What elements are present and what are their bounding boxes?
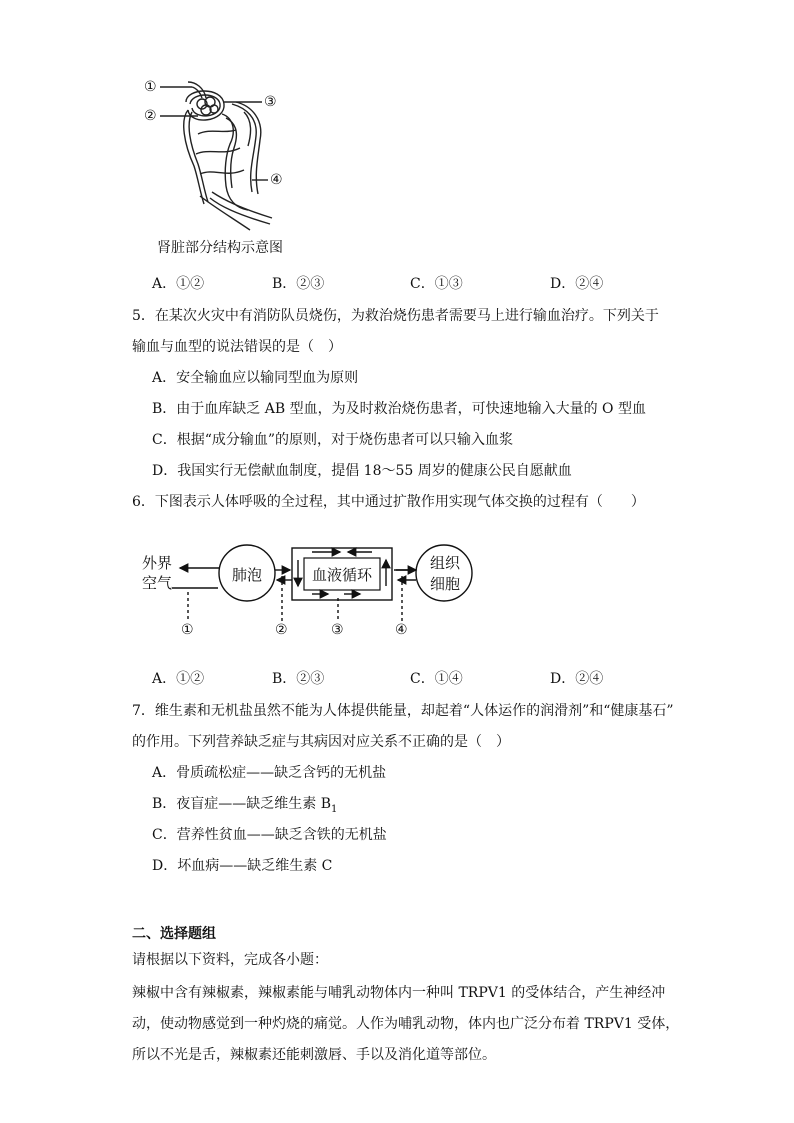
blood-circulation-label: 血液循环 — [312, 566, 373, 584]
q4-option-c[interactable]: C．①③ — [410, 276, 463, 292]
q4-option-a[interactable]: A．①② — [152, 276, 205, 292]
q7-option-b-text: B．夜盲症——缺乏维生素 B — [152, 796, 332, 812]
q6-option-a[interactable]: A．①② — [152, 671, 205, 687]
tissue-cell-label-1: 组织 — [430, 554, 461, 572]
alveoli-label: 肺泡 — [232, 566, 263, 584]
q7-stem-line2: 的作用。下列营养缺乏症与其病因对应关系不正确的是（ ） — [132, 734, 510, 750]
process-marker-3: ③ — [331, 622, 344, 638]
q7-stem-line1: 7．维生素和无机盐虽然不能为人体提供能量，却起着“人体运作的润滑剂”和“健康基石” — [132, 703, 674, 719]
q4-option-d[interactable]: D．②④ — [550, 276, 604, 292]
q7-option-b[interactable] — [152, 794, 337, 820]
q5-option-b[interactable]: B．由于血库缺乏 AB 型血，为及时救治烧伤患者，可快速地输入大量的 O 型血 — [152, 401, 646, 417]
q5-stem-line1: 5．在某次火灾中有消防队员烧伤，为救治烧伤患者需要马上进行输血治疗。下列关于 — [132, 308, 659, 324]
q6-option-d[interactable]: D．②④ — [550, 671, 604, 687]
respiration-diagram — [140, 540, 480, 640]
section2-intro: 请根据以下资料，完成各小题： — [132, 952, 328, 968]
outside-air-label-2: 空气 — [142, 574, 173, 592]
section2-para-line2: 动，使动物感觉到一种灼烧的痛觉。人作为哺乳动物，体内也广泛分布着 TRPV1 受体， — [132, 1016, 680, 1032]
kidney-structure-diagram — [140, 74, 310, 234]
section2-heading: 二、选择题组 — [132, 926, 216, 942]
q7-option-b-subscript: 1 — [331, 803, 338, 815]
q6-option-b[interactable]: B．②③ — [272, 671, 325, 687]
q7-option-c[interactable]: C．营养性贫血——缺乏含铁的无机盐 — [152, 827, 387, 843]
kidney-label-4: ④ — [270, 172, 283, 188]
kidney-label-1: ① — [144, 79, 157, 95]
q6-stem: 6．下图表示人体呼吸的全过程，其中通过扩散作用实现气体交换的过程有（ ） — [132, 494, 645, 510]
outside-air-label-1: 外界 — [142, 554, 173, 572]
q7-option-a[interactable]: A．骨质疏松症——缺乏含钙的无机盐 — [152, 765, 387, 781]
process-marker-1: ① — [181, 622, 194, 638]
q5-option-a[interactable]: A．安全输血应以输同型血为原则 — [152, 370, 359, 386]
q5-stem-line2: 输血与血型的说法错误的是（ ） — [132, 339, 342, 355]
q5-option-c[interactable]: C．根据“成分输血”的原则，对于烧伤患者可以只输入血浆 — [152, 432, 514, 448]
q4-option-b[interactable]: B．②③ — [272, 276, 325, 292]
q6-option-c[interactable]: C．①④ — [410, 671, 463, 687]
kidney-figure-caption: 肾脏部分结构示意图 — [157, 240, 283, 256]
kidney-label-3: ③ — [264, 94, 277, 110]
process-marker-2: ② — [275, 622, 288, 638]
q7-option-d[interactable]: D．坏血病——缺乏维生素 C — [152, 858, 333, 874]
q5-option-d[interactable]: D．我国实行无偿献血制度，提倡 18～55 周岁的健康公民自愿献血 — [152, 463, 572, 479]
section2-para-line3: 所以不光是舌，辣椒素还能刺激唇、手以及消化道等部位。 — [132, 1047, 496, 1063]
process-marker-4: ④ — [395, 622, 408, 638]
section2-para-line1: 辣椒中含有辣椒素，辣椒素能与哺乳动物体内一种叫 TRPV1 的受体结合，产生神经冲 — [132, 985, 666, 1001]
kidney-figure — [140, 74, 310, 234]
tissue-cell-label-2: 细胞 — [430, 575, 461, 593]
kidney-label-2: ② — [144, 108, 157, 124]
